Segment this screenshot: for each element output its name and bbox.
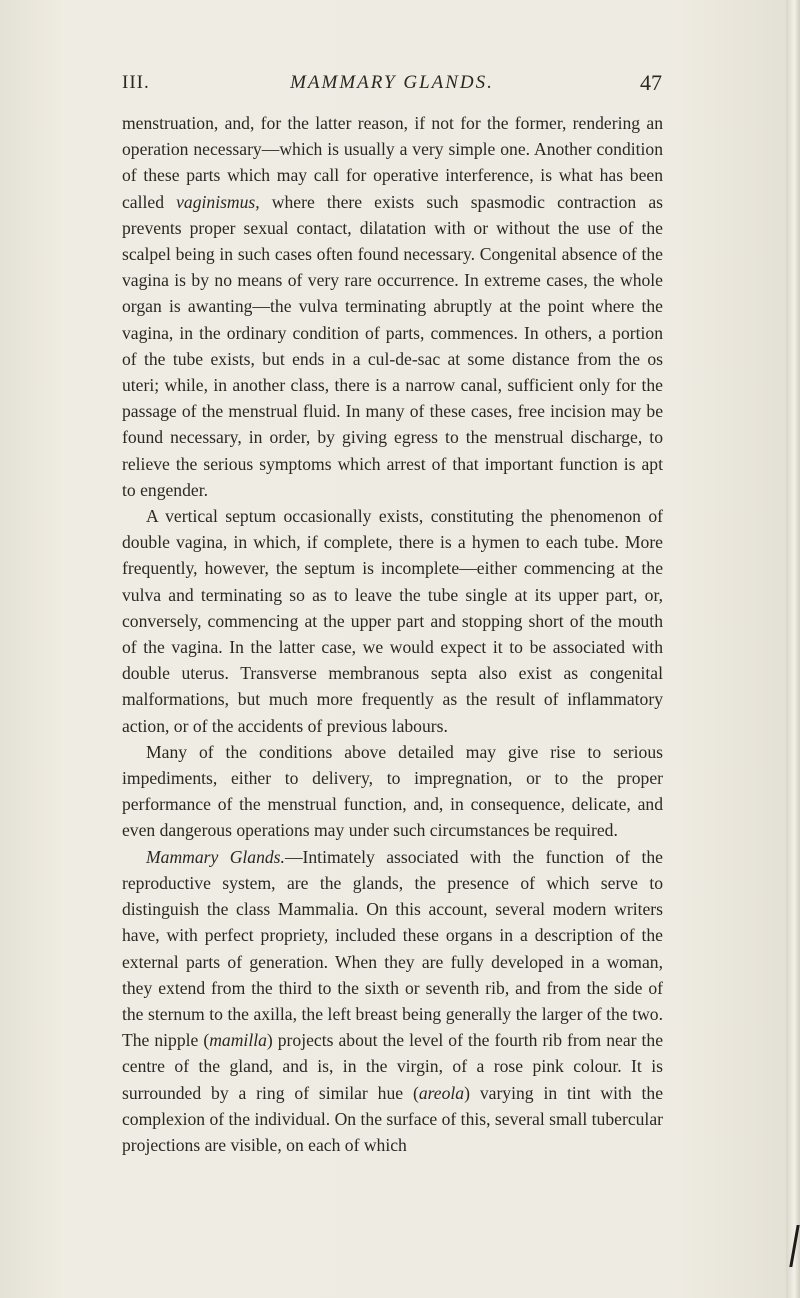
paragraph	[122, 503, 663, 739]
page-edge	[786, 0, 800, 1298]
paragraph	[122, 110, 663, 503]
text-run: where there exists such spasmodic contraction as prevents proper sexual contact, dilatation with or without the use of the scalpel being in such cases often found necessary. Congenital absence of the vagina is by no means of very rare occurrence. In extreme cases, the whole organ is awanting—the vulva terminating abruptly at the point where the vagina, in the ordinary condition of parts, commences. In others, a portion of the tube exists, but ends in a cul-de-sac at some distance from the os uteri; while, in another class, there is a narrow canal, sufficient only for the passage of the menstrual fluid. In many of these cases, free incision may be found necessary, in order, by giving egress to the menstrual discharge, to relieve the serious symptoms which arrest of that important function is apt to engender.	[122, 191, 663, 500]
italic-run: Mammary Glands.	[146, 846, 285, 867]
italic-run: mamilla	[209, 1030, 267, 1051]
text-run: Many of the conditions above detailed may give rise to serious impediments, either to delivery, to impregnation, or to the proper performance of the menstrual function, and, in consequence, delicate, and even dangerous operations may under such circumstances be required.	[122, 741, 663, 841]
running-title: MAMMARY GLANDS.	[290, 72, 494, 93]
italic-run: areola	[418, 1082, 465, 1103]
paragraph	[122, 739, 663, 844]
paragraph	[122, 844, 663, 1158]
text-run: ) varying in tint with the complexion of the individual. On the surface of this, several small tubercular projections are visible, on each of which	[122, 1082, 664, 1155]
text-run: menstruation, and, for the latter reason, if not for the former, rendering an operation necessary—which is usually a very simple one. Another condition of these parts which may call for operative interference, is what has been called	[122, 113, 663, 212]
page-number: 47	[640, 70, 662, 95]
text-run: ) projects about the level of the fourth rib from near the centre of the gland, and is, in the virgin, of a rose pink colour. It is surrounded by a ring of similar hue (	[122, 1030, 663, 1103]
body-text	[122, 110, 663, 1158]
running-header	[122, 72, 662, 102]
text-run: —Intimately associated with the function of the reproductive system, are the glands, the presence of which serve to distinguish the class Mammalia. On this account, several modern writers have, with perfect propriety, included these organs in a description of the external parts of generation. When they are fully developed in a woman, they extend from the third to the sixth or seventh rib, and from the side of the sternum to the axilla, the left breast being generally the larger of the two. The nipple (	[122, 846, 663, 1051]
italic-run: vaginismus,	[176, 191, 260, 212]
text-run: A vertical septum occasionally exists, constituting the phenomenon of double vagina, in which, if complete, there is a hymen to each tube. More frequently, however, the septum is incomplete—either commencing at the vulva and terminating so as to leave the tube single at its upper part, or, conversely, commencing at the upper part and stopping short of the mouth of the vagina. In the latter case, we would expect it to be associated with double uterus. Transverse membranous septa also exist as congenital malformations, but much more frequently as the result of inflammatory action, or of the accidents of previous labours.	[122, 506, 663, 736]
chapter-number: III.	[122, 72, 150, 93]
